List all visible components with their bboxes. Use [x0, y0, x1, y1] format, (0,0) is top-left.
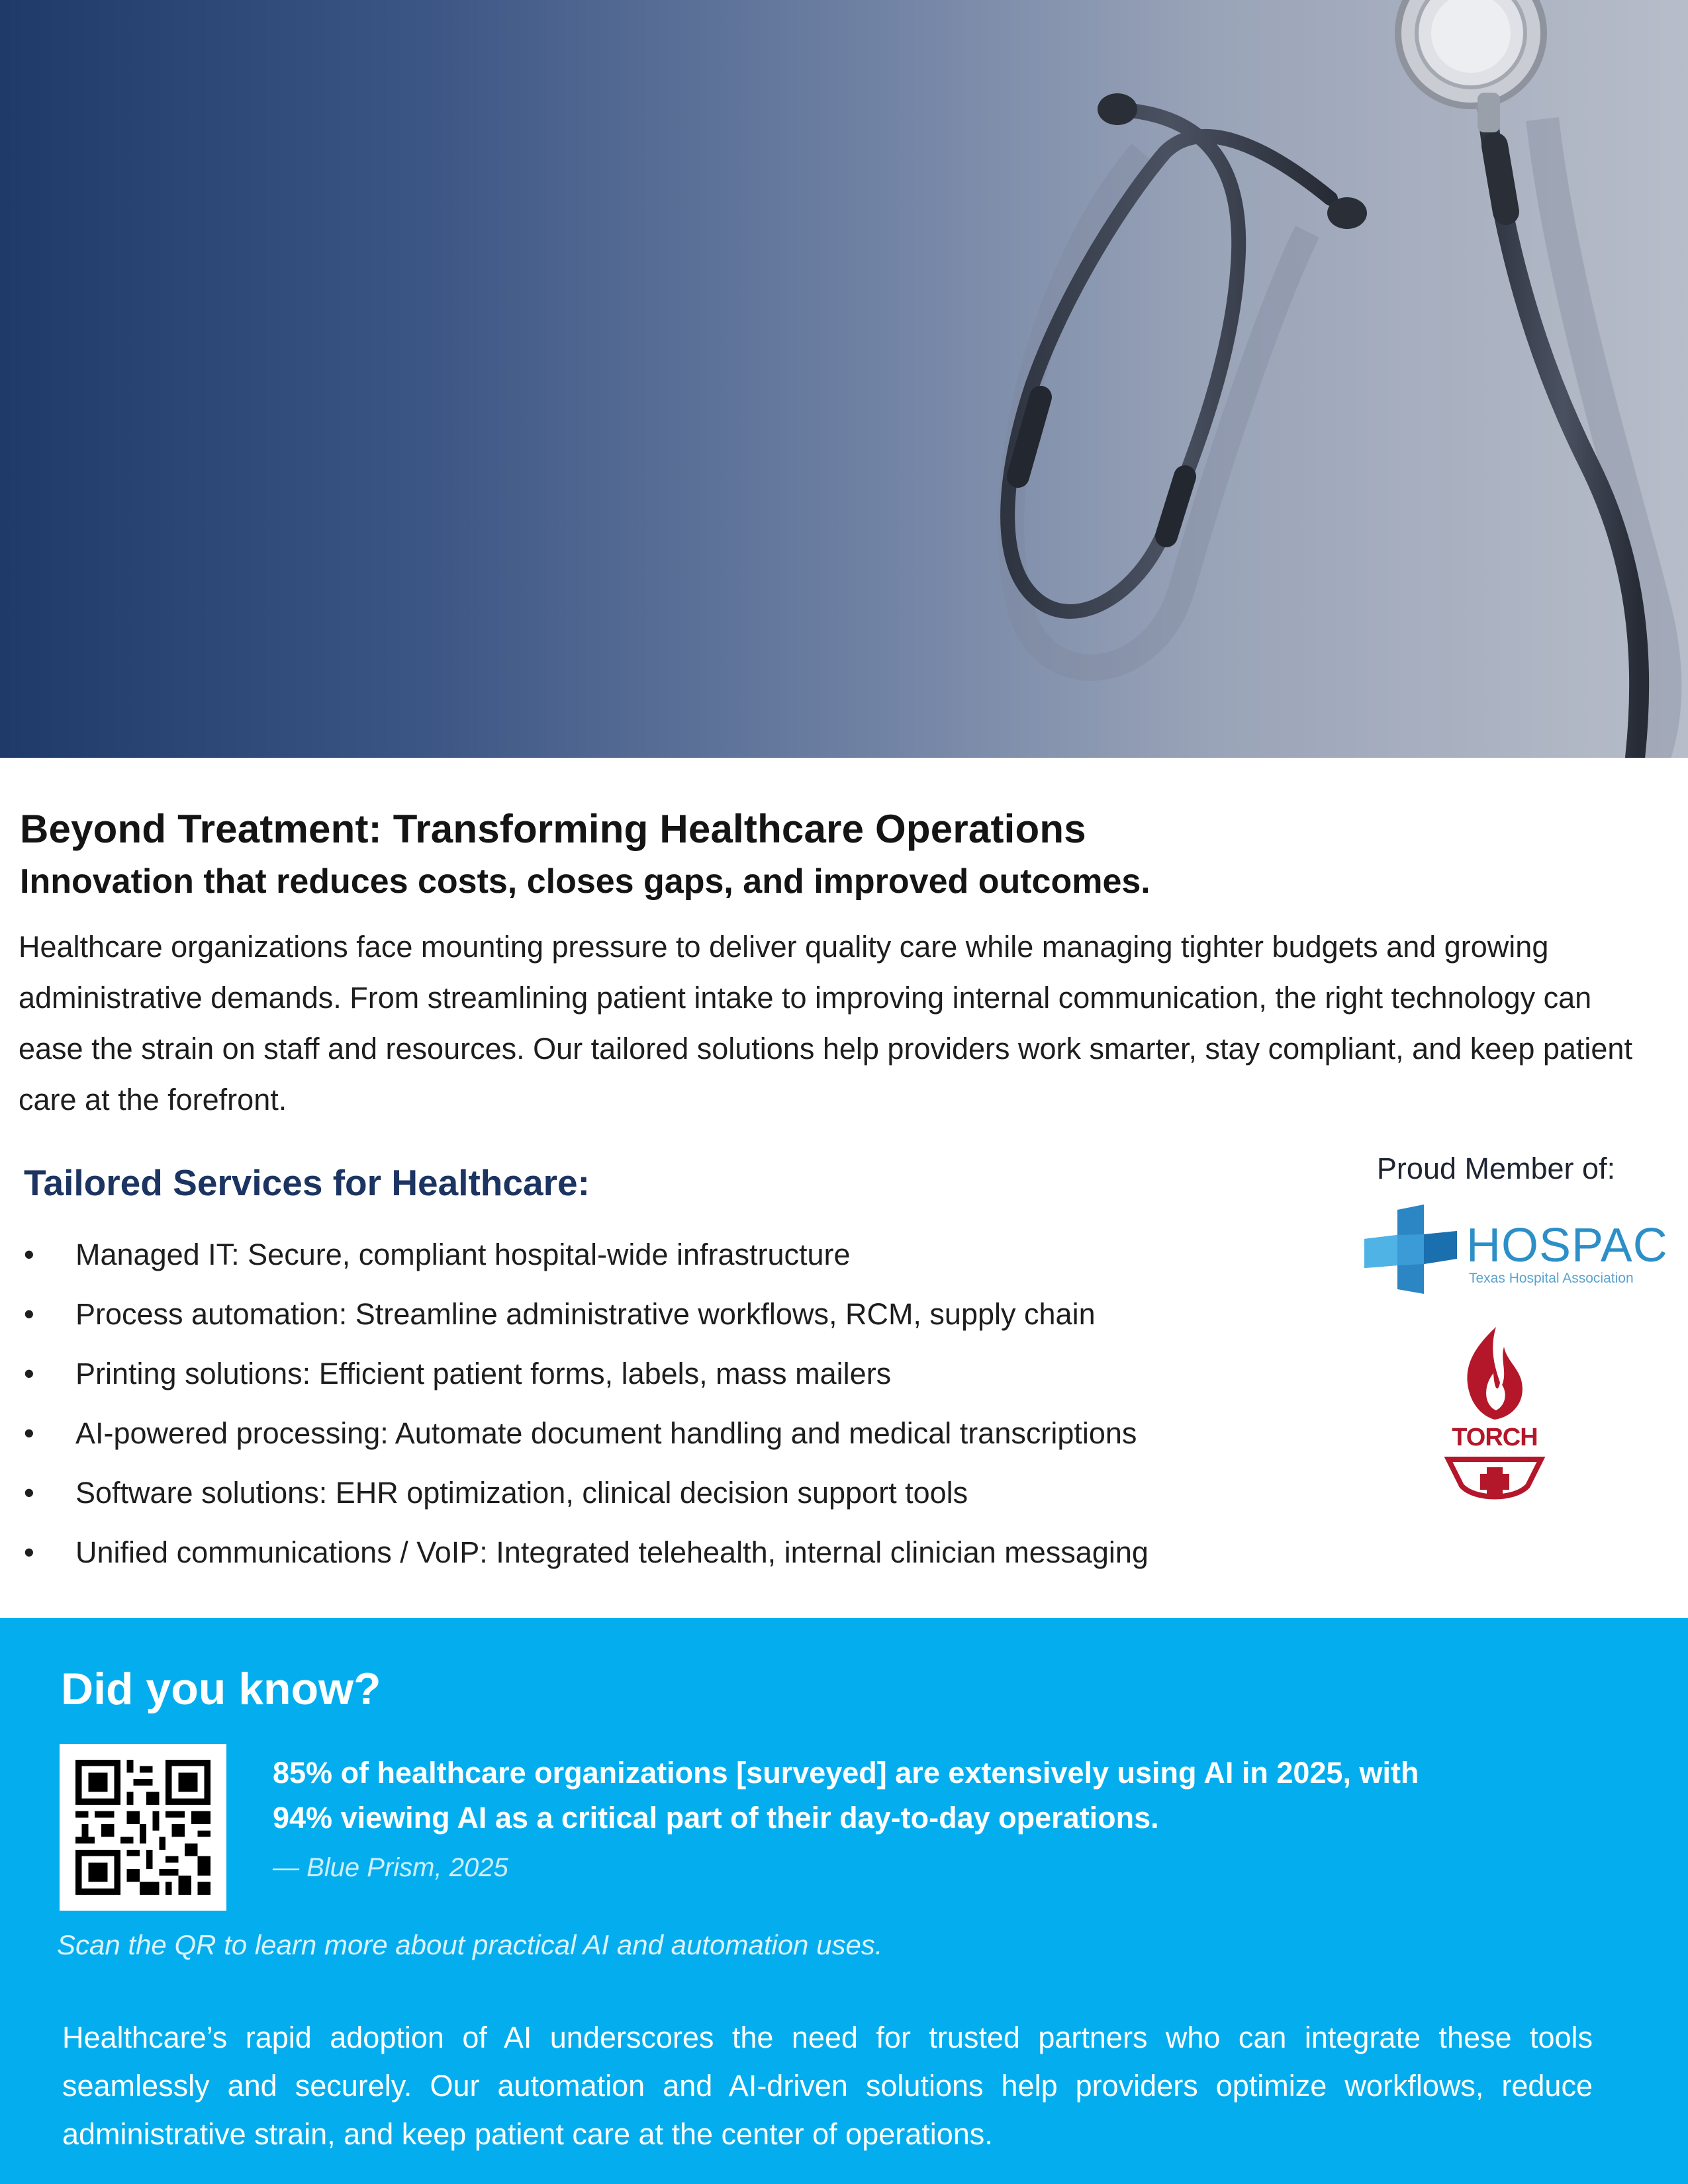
service-item-text: Unified communications / VoIP: Integrated telehealth, internal clinician messaging	[75, 1535, 1149, 1569]
torch-flame-icon	[1435, 1327, 1554, 1506]
hospac-subtitle: Texas Hospital Association	[1469, 1271, 1634, 1286]
bullet-icon: •	[24, 1357, 34, 1390]
hospac-cross-icon	[1360, 1205, 1460, 1294]
list-item	[24, 1289, 1282, 1349]
services-heading: Tailored Services for Healthcare:	[24, 1162, 590, 1203]
page-subtitle: Innovation that reduces costs, closes gaps, and improved outcomes.	[20, 862, 1150, 901]
did-you-know-heading: Did you know?	[61, 1664, 381, 1714]
list-item	[24, 1468, 1282, 1527]
services-list	[24, 1230, 1282, 1587]
torch-name: TORCH	[1452, 1424, 1538, 1451]
bullet-icon: •	[24, 1297, 34, 1331]
page-title: Beyond Treatment: Transforming Healthcare Operations	[20, 807, 1086, 851]
list-item	[24, 1349, 1282, 1408]
service-item-text: AI-powered processing: Automate document handling and medical transcriptions	[75, 1416, 1137, 1450]
did-you-know-panel	[0, 1618, 1688, 2184]
torch-logo	[1435, 1327, 1554, 1506]
intro-paragraph: Healthcare organizations face mounting pressure to deliver quality care while managing tighter budgets and growing administrative demands. From streamlining patient intake to improving internal communication, the right technology can ease the strain on staff and resources. Our tailored solutions help providers work smarter, stay compliant, and keep patient care at the forefront.	[19, 930, 1632, 1116]
qr-scan-prompt: Scan the QR to learn more about practical AI and automation uses.	[57, 1929, 883, 1960]
bullet-icon: •	[24, 1238, 34, 1271]
membership-label: Proud Member of:	[1376, 1152, 1616, 1185]
qr-code[interactable]	[60, 1744, 226, 1911]
list-item	[24, 1230, 1282, 1289]
bullet-icon: •	[24, 1476, 34, 1510]
qr-code-icon	[75, 1760, 211, 1895]
ai-adoption-stat: 85% of healthcare organizations [surveyed] are extensively using AI in 2025, with 94% viewing AI as a critical part of their day-to-day operations.	[273, 1756, 1419, 1835]
bullet-icon: •	[24, 1416, 34, 1450]
closing-paragraph: Healthcare’s rapid adoption of AI underscores the need for trusted partners who can integrate these tools seamlessly and securely. Our automation and AI-driven solutions help providers optimize workflows, reduce administrative strain, and keep patient care at the center of operations.	[62, 2021, 1593, 2151]
service-item-text: Managed IT: Secure, compliant hospital-wide infrastructure	[75, 1238, 851, 1271]
stat-source: — Blue Prism, 2025	[273, 1853, 508, 1882]
hero-stethoscope-image	[0, 0, 1688, 758]
hospac-logo	[1360, 1205, 1668, 1294]
list-item	[24, 1527, 1282, 1587]
hospac-name: HOSPAC	[1466, 1219, 1668, 1272]
list-item	[24, 1408, 1282, 1468]
service-item-text: Process automation: Streamline administrative workflows, RCM, supply chain	[75, 1297, 1096, 1331]
service-item-text: Software solutions: EHR optimization, clinical decision support tools	[75, 1476, 968, 1510]
bullet-icon: •	[24, 1535, 34, 1569]
service-item-text: Printing solutions: Efficient patient forms, labels, mass mailers	[75, 1357, 892, 1390]
stethoscope-illustration	[0, 0, 1688, 758]
